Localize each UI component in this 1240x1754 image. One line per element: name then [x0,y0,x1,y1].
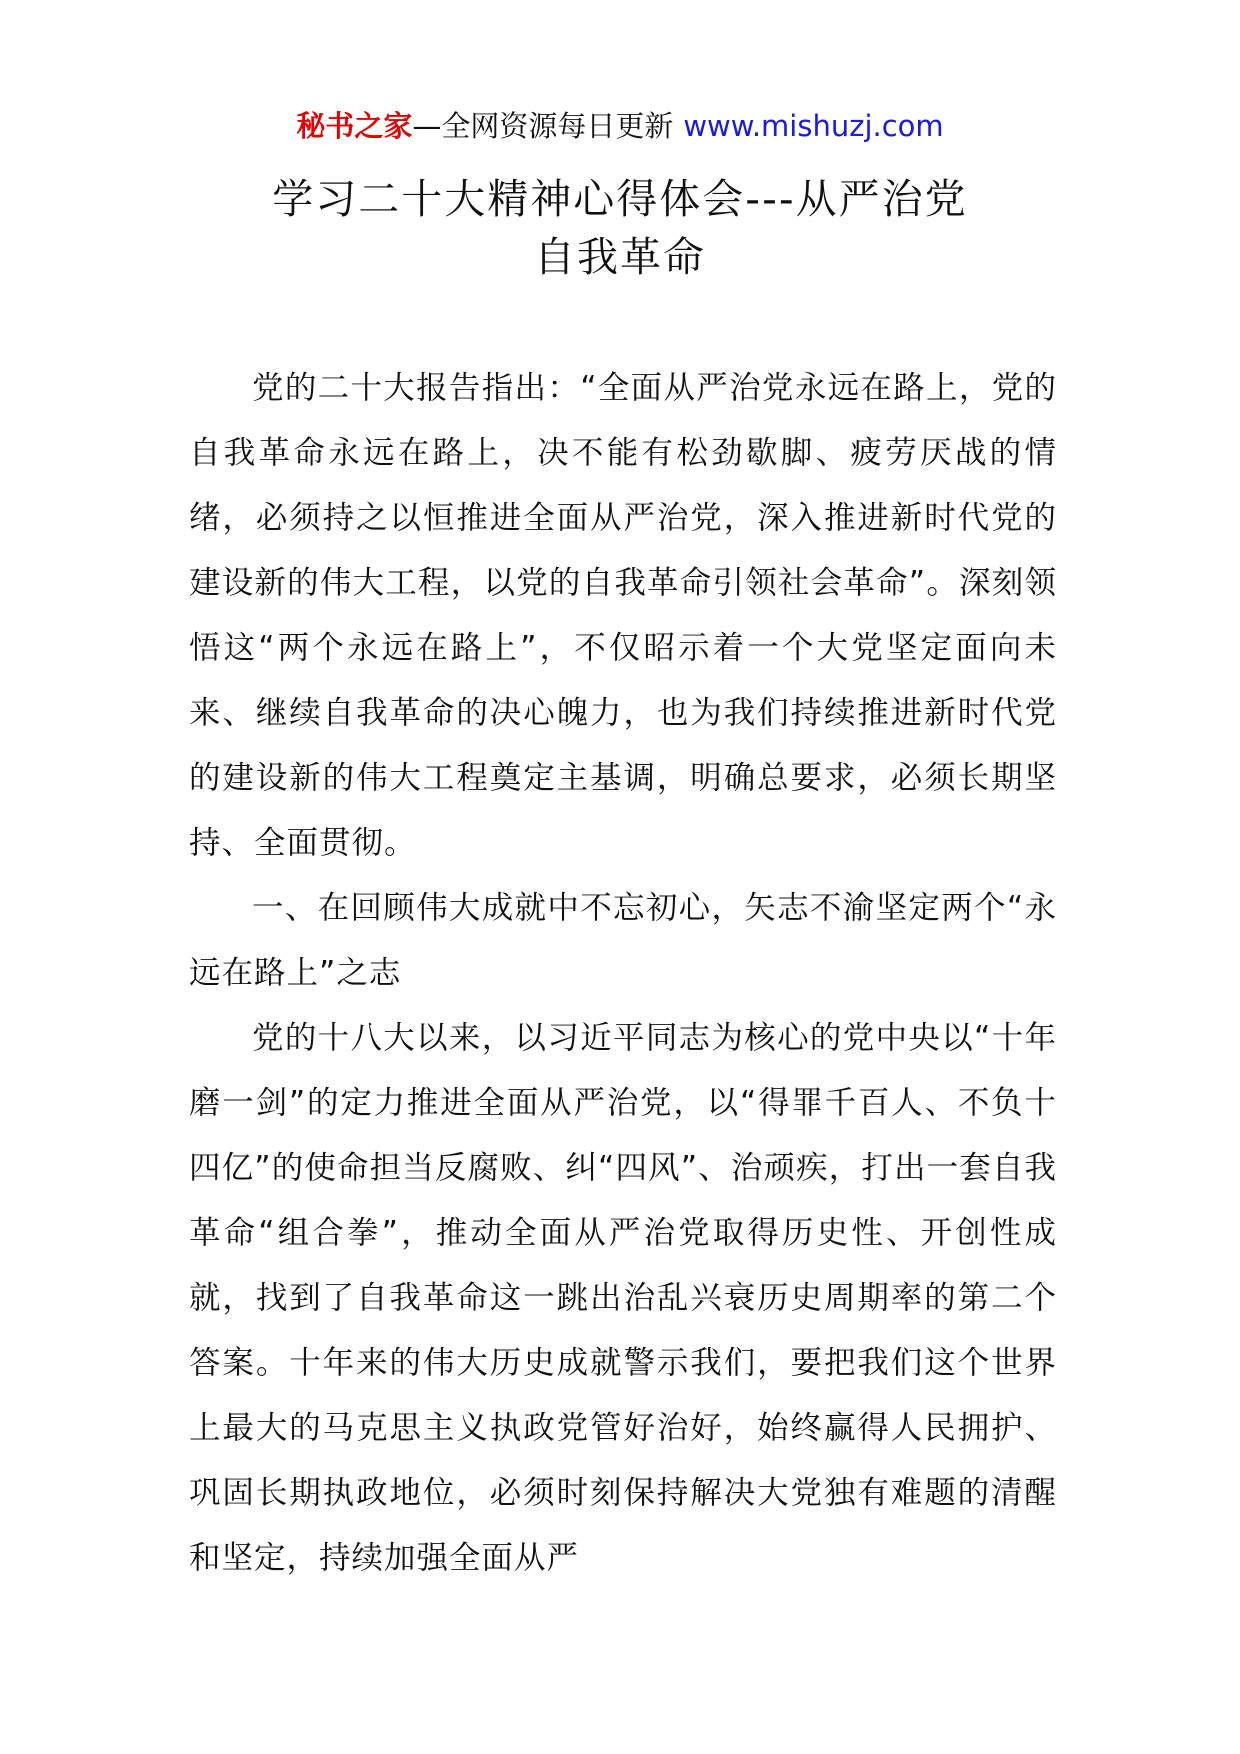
document-title-line-2: 自我革命 [534,233,706,281]
site-brand: 秘书之家 [296,109,413,143]
body-paragraph: 党的二十大报告指出：“全面从严治党永远在路上，党的自我革命永远在路上，决不能有松劲歇脚、疲劳厌战的情绪，必须持之以恒推进全面从严治党，深入推进新时代党的建设新的伟大工程，以党的自我革命引领社会革命”。深刻领悟这“两个永远在路上”，不仅昭示着一个大党坚定面向未来、继续自我革命的决心魄力，也为我们持续推进新时代党的建设新的伟大工程奠定主基调，明确总要求，必须长期坚持、全面贯彻。 [189,370,1057,861]
document-body [189,356,1057,1591]
site-url-link[interactable]: www.mishuzj.com [683,109,944,143]
document-title-line-1: 学习二十大精神心得体会---从严治党 [272,175,968,223]
section-heading: 一、在回顾伟大成就中不忘初心，矢志不渝坚定两个“永远在路上”之志 [189,890,1057,991]
site-header [0,106,1240,146]
body-paragraph: 党的十八大以来，以习近平同志为核心的党中央以“十年磨一剑”的定力推进全面从严治党，以“得罪千百人、不负十四亿”的使命担当反腐败、纠“四风”、治顽疾，打出一套自我革命“组合拳”，推动全面从严治党取得历史性、开创性成就，找到了自我革命这一跳出治乱兴衰历史周期率的第二个答案。十年来的伟大历史成就警示我们，要把我们这个世界上最大的马克思主义执政党管好治好，始终赢得人民拥护、巩固长期执政地位，必须时刻保持解决大党独有难题的清醒和坚定，持续加强全面从严 [189,1020,1057,1576]
site-tagline: —全网资源每日更新 [412,109,674,143]
document-title [0,170,1240,286]
